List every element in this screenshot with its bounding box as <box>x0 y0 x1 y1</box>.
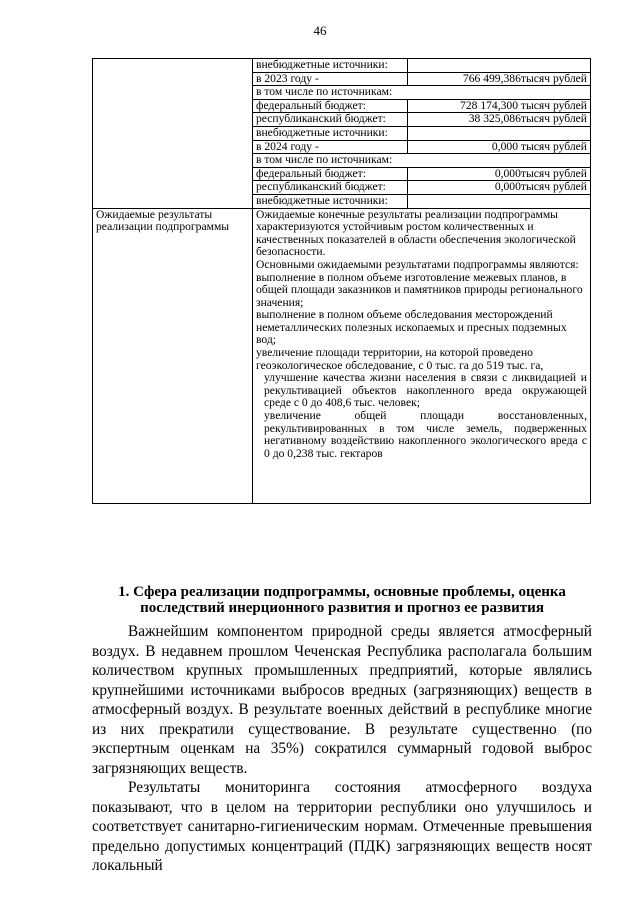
budget-label: республиканский бюджет: <box>253 113 408 127</box>
results-item: увеличение общей площади восстановленных, рекультивированных в том числе земель, подверженных негативному воздействию накопленного экологического вреда с 0 до 0,238 тыс. гектаров <box>264 409 587 460</box>
budget-label: в том числе по источникам: <box>253 154 591 168</box>
budget-label: федеральный бюджет: <box>253 167 408 181</box>
table-row-results <box>93 208 591 503</box>
empty-label-cell <box>93 59 253 209</box>
budget-table <box>92 58 591 504</box>
budget-amount: 0,000тысяч рублей <box>408 167 591 181</box>
budget-label: внебюджетные источники: <box>253 194 408 208</box>
results-main-lead: Основными ожидаемыми результатами подпрограммы являются: <box>256 257 579 271</box>
results-item: улучшение качества жизни населения в связи с ликвидацией и рекультивацией объектов накопленного вреда окружающей среде с 0 до 408,6 тыс. человек; <box>264 371 587 410</box>
budget-amount: 0,000 тысяч рублей <box>408 140 591 154</box>
budget-label: внебюджетные источники: <box>253 126 408 140</box>
results-intro: Ожидаемые конечные результаты реализации подпрограммы характеризуются устойчивым ростом количественных и качественных показателей в области обеспечения экологической безопасности. <box>256 207 576 259</box>
paragraph: Результаты мониторинга состояния атмосферного воздуха показывают, что в целом на территории республики оно улучшилось и соответствует санитарно-гигиеническим нормам. Отмеченные превышения предельно допустимых концентраций (ПДК) загрязняющих веществ носят локальный <box>92 779 592 874</box>
budget-label: в 2023 году - <box>253 72 408 86</box>
results-item: выполнение в полном объеме изготовление межевых планов, в общей площади заказников и памятников природы регионального значения; <box>256 270 583 309</box>
table-row <box>93 59 591 73</box>
results-label: Ожидаемые результаты реализации подпрограммы <box>93 208 253 503</box>
budget-label: в 2024 году - <box>253 140 408 154</box>
budget-label: федеральный бюджет: <box>253 99 408 113</box>
budget-amount <box>408 194 591 208</box>
budget-amount: 38 325,086тысяч рублей <box>408 113 591 127</box>
results-item: выполнение в полном объеме обследования месторождений неметаллических полезных ископаемых и пресных подземных вод; <box>256 308 567 347</box>
paragraph: Важнейшим компонентом природной среды является атмосферный воздух. В недавнем прошлом Чеченская Республика располагала большим количеством крупных промышленных предприятий, которые являлись крупнейшими источниками выбросов вредных (загрязняющих) веществ в атмосферный воздух. В результате военных действий в республике многие из них прекратили существование. В результате существенно (по экспертным оценкам на 35%) сократился суммарный годовой выброс загрязняющих веществ. <box>92 623 592 777</box>
budget-amount: 0,000тысяч рублей <box>408 181 591 195</box>
budget-label: республиканский бюджет: <box>253 181 408 195</box>
budget-amount: 766 499,386тысяч рублей <box>408 72 591 86</box>
results-cell <box>253 208 591 503</box>
page-number: 46 <box>313 23 327 38</box>
budget-amount <box>408 59 591 73</box>
budget-amount: 728 174,300 тысяч рублей <box>408 99 591 113</box>
results-item: увеличение площади территории, на которой проведено геоэкологическое обследование, с 0 тыс. га до 519 тыс. га, <box>256 346 544 372</box>
budget-label: в том числе по источникам: <box>253 86 591 100</box>
budget-label: внебюджетные источники: <box>253 59 408 73</box>
budget-amount <box>408 126 591 140</box>
body-text <box>92 622 592 876</box>
section-title: 1. Сфера реализации подпрограммы, основные проблемы, оценка последствий инерционного развития и прогноз ее развития <box>118 584 566 616</box>
